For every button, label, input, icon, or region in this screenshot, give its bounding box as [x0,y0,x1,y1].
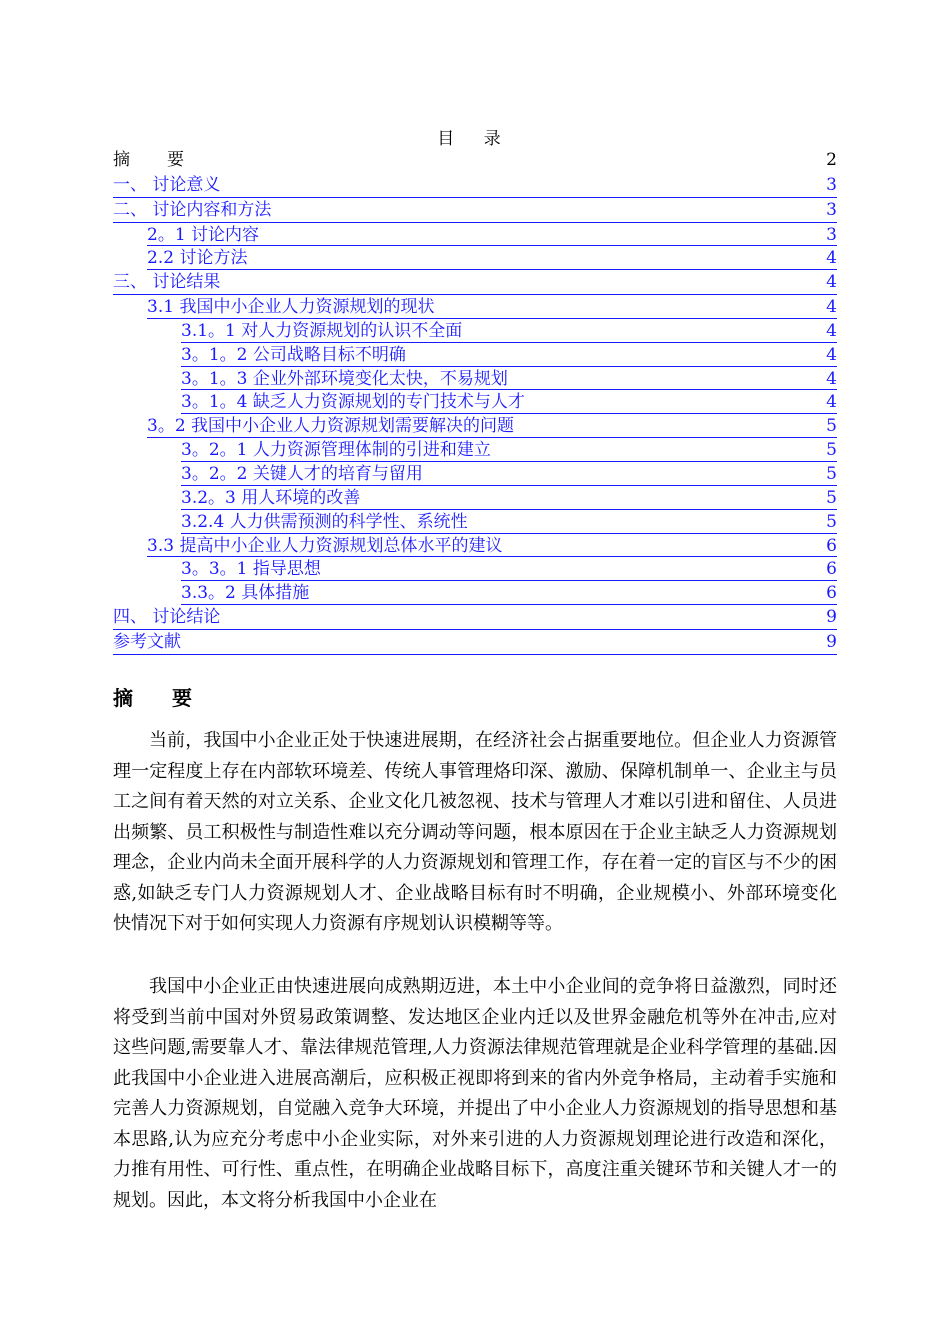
toc-entry[interactable] [113,295,837,319]
toc-entry-page: 3 [826,199,837,220]
toc-entry-page: 3 [826,224,837,245]
toc-entry[interactable] [113,486,837,510]
toc-entry[interactable] [113,319,837,343]
toc-entry [113,148,837,173]
toc-entry[interactable] [113,581,837,605]
toc-entry-page: 5 [826,511,837,532]
toc-entry-label: 三、 讨论结果 [113,272,221,293]
toc-entry-page: 2 [826,150,837,170]
toc-entry-page: 4 [826,392,837,413]
toc-entry[interactable] [113,605,837,630]
toc-entry-page: 9 [826,607,837,628]
toc-entry-page: 6 [826,535,837,556]
toc-entry[interactable] [113,173,837,198]
toc-entry[interactable] [113,510,837,534]
toc-entry-label: 二、 讨论内容和方法 [113,199,272,220]
toc-entry-page: 6 [826,583,837,604]
toc-entry-page: 5 [826,463,837,484]
abstract-paragraph-1: 当前，我国中小企业正处于快速进展期，在经济社会占据重要地位。但企业人力资源管理一定程度上存在内部软环境差、传统人事管理烙印深、激励、保障机制单一、企业主与员工之间有着天然的对立关系、企业文化几被忽视、技术与管理人才难以引进和留住、人员进出频繁、员工积极性与制造性难以充分调动等问题，根本原因在于企业主缺乏人力资源规划理念，企业内尚未全面开展科学的人力资源规划和管理工作，存在着一定的盲区与不少的困惑,如缺乏专门人力资源规划人才、企业战略目标有时不明确，企业规模小、外部环境变化快情况下对于如何实现人力资源有序规划认识模糊等等。 [113,730,837,934]
toc-entry-label: 3。2。2 关键人才的培育与留用 [181,463,423,484]
toc-entry[interactable] [113,367,837,391]
toc-entry[interactable] [113,198,837,223]
toc-entry-label: 3.2。3 用人环境的改善 [181,487,361,508]
toc-entry-page: 9 [826,631,837,652]
toc-entry-label: 四、 讨论结论 [113,607,221,628]
toc-entry-label: 3。3。1 指导思想 [181,559,321,580]
toc-entry[interactable] [113,390,837,414]
toc-entry-page: 5 [826,416,837,437]
toc-entry-page: 4 [826,272,837,293]
toc-entry-label: 3.2.4 人力供需预测的科学性、系统性 [181,511,468,532]
abstract-paragraph-2: 我国中小企业正由快速进展向成熟期迈进，本土中小企业间的竞争将日益激烈，同时还将受到当前中国对外贸易政策调整、发达地区企业内迁以及世界金融危机等外在冲击,应对这些问题,需要靠人才、靠法律规范管理,人力资源法律规范管理就是企业科学管理的基础.因此我国中小企业进入进展高潮后，应积极正视即将到来的省内外竞争格局，主动着手实施和完善人力资源规划，自觉融入竞争大环境，并提出了中小企业人力资源规划的指导思想和基本思路,认为应充分考虑中小企业实际，对外来引进的人力资源规划理论进行改造和深化，力推有用性、可行性、重点性，在明确企业战略目标下，高度注重关键环节和关键人才一的规划。因此，本文将分析我国中小企业在 [113,976,837,1211]
toc-entry[interactable] [113,223,837,247]
toc-entry[interactable] [113,246,837,270]
toc-entry[interactable] [113,534,837,558]
toc-entry-page: 4 [826,344,837,365]
toc-entry-label: 3。1。3 企业外部环境变化太快，不易规划 [181,368,508,389]
toc-entry[interactable] [113,557,837,581]
toc-entry-label: 摘 要 [113,150,194,170]
toc-entry[interactable] [113,270,837,295]
toc-entry[interactable] [113,630,837,655]
toc-entry-label: 一、 讨论意义 [113,174,221,195]
toc-entry-page: 4 [826,248,837,269]
toc-entry-label: 2。1 讨论内容 [147,224,260,245]
toc-entry-label: 3.1。1 对人力资源规划的认识不全面 [181,320,463,341]
toc-entry-label: 参考文献 [113,631,181,652]
toc-entry-page: 5 [826,440,837,461]
toc-entry[interactable] [113,438,837,462]
toc-entry-page: 4 [826,320,837,341]
toc-title: 目 录 [437,129,513,149]
toc-entry-label: 3.3。2 具体措施 [181,583,310,604]
toc-entry-label: 3.3 提高中小企业人力资源规划总体水平的建议 [147,535,503,556]
table-of-contents [113,148,837,655]
toc-entry-page: 3 [826,174,837,195]
toc-entry-page: 4 [826,297,837,318]
toc-entry-label: 3。1。4 缺乏人力资源规划的专门技术与人才 [181,392,525,413]
toc-entry[interactable] [113,414,837,438]
abstract-heading: 摘 要 [113,686,208,710]
toc-entry-label: 3。2 我国中小企业人力资源规划需要解决的问题 [147,416,515,437]
toc-entry-page: 5 [826,487,837,508]
toc-entry-label: 3。1。2 公司战略目标不明确 [181,344,406,365]
toc-entry-page: 6 [826,559,837,580]
toc-entry[interactable] [113,462,837,486]
toc-entry-label: 3.1 我国中小企业人力资源规划的现状 [147,297,435,318]
toc-entry-label: 3。2。1 人力资源管理体制的引进和建立 [181,440,491,461]
toc-entry-page: 4 [826,368,837,389]
toc-entry[interactable] [113,343,837,367]
toc-entry-label: 2.2 讨论方法 [147,248,248,269]
